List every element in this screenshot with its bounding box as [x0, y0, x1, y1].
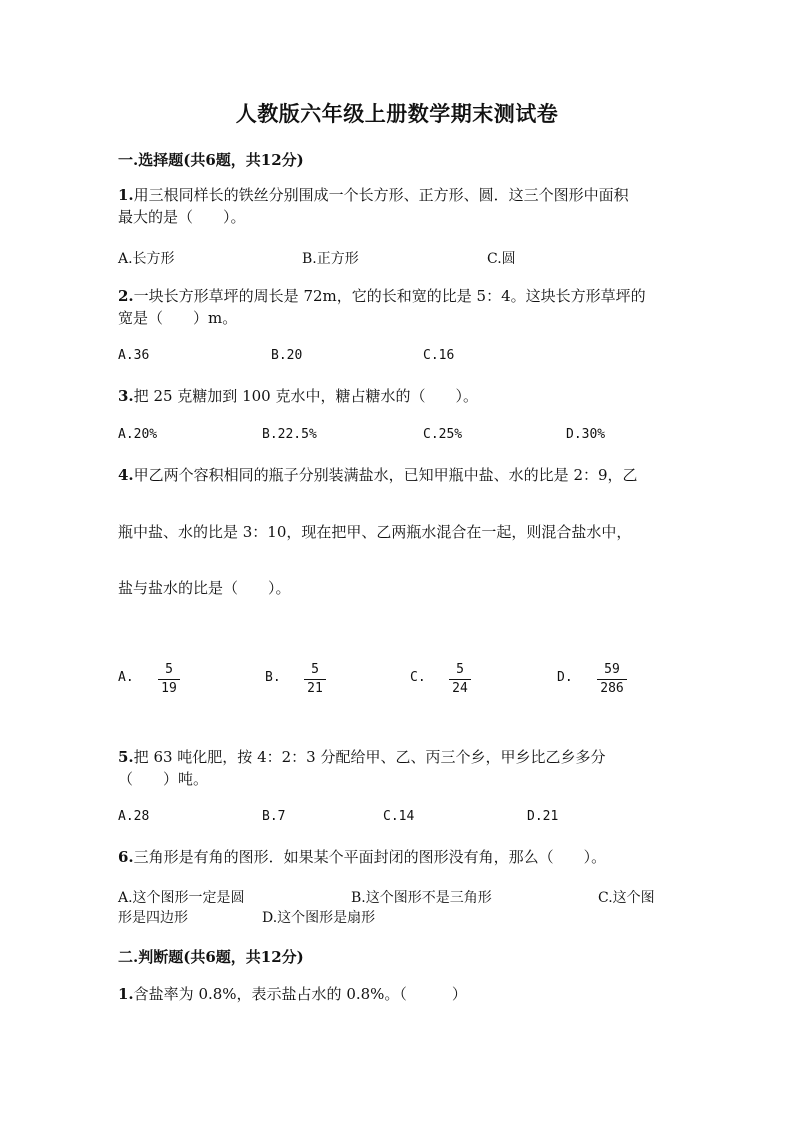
question-text: 三角形是有角的图形．如果某个平面封闭的图形没有角，那么（ ）。	[133, 848, 607, 866]
fraction-denominator: 19	[161, 681, 177, 696]
option-a: A.这个图形一定是圆	[118, 890, 245, 906]
fraction-numerator: 5	[165, 662, 173, 677]
option-c-fraction	[449, 662, 471, 697]
question-5-line-2: （ ）吨。	[118, 770, 209, 788]
question-1-line-1	[118, 184, 629, 206]
question-text: 用三根同样长的铁丝分别围成一个长方形、正方形、圆．这三个图形中面积	[133, 186, 629, 204]
question-6-line-1	[118, 846, 606, 868]
fraction-numerator: 5	[311, 662, 319, 677]
question-number: 5.	[118, 748, 134, 766]
fraction-denominator: 21	[307, 681, 323, 696]
option-d-fraction	[597, 662, 627, 697]
option-b-label: B.	[265, 670, 281, 685]
option-c-end: 形是四边形	[118, 910, 188, 926]
question-text: 把 25 克糖加到 100 克水中，糖占糖水的（ ）。	[133, 387, 478, 405]
option-a: A.20%	[118, 427, 158, 442]
question-text: 把 63 吨化肥，按 4：2：3 分配给甲、乙、丙三个乡，甲乡比乙乡多分	[133, 748, 606, 766]
option-a: A.长方形	[118, 251, 175, 267]
option-b: B.22.5%	[262, 427, 317, 442]
option-c-label: C.	[410, 670, 426, 685]
fraction-bar	[597, 679, 627, 680]
question-1-line-2: 最大的是（ ）。	[118, 208, 246, 226]
option-c-start: C.这个图	[598, 890, 655, 906]
option-b: B.20	[271, 348, 303, 363]
question-number: 1.	[118, 186, 134, 204]
option-a-label: A.	[118, 670, 134, 685]
option-a: A.28	[118, 809, 150, 824]
question-number: 3.	[118, 387, 134, 405]
option-c: C.圆	[487, 251, 516, 267]
option-b-fraction	[304, 662, 326, 697]
fraction-denominator: 24	[452, 681, 468, 696]
option-b: B.7	[262, 809, 286, 824]
page-title: 人教版六年级上册数学期末测试卷	[235, 101, 559, 126]
question-4-line-3: 盐与盐水的比是（ ）。	[118, 579, 291, 597]
section-heading-choice: 一.选择题(共6题，共12分)	[118, 151, 304, 169]
option-d-label: D.	[557, 670, 573, 685]
fraction-denominator: 286	[600, 681, 624, 696]
fraction-numerator: 5	[456, 662, 464, 677]
fraction-bar	[449, 679, 471, 680]
fraction-bar	[304, 679, 326, 680]
question-2-line-2: 宽是（ ）m。	[118, 309, 238, 327]
option-c: C.14	[383, 809, 415, 824]
question-text: 一块长方形草坪的周长是 72m，它的长和宽的比是 5：4。这块长方形草坪的	[133, 287, 646, 305]
option-d: D.这个图形是扇形	[262, 910, 376, 926]
question-4-line-2: 瓶中盐、水的比是 3：10，现在把甲、乙两瓶水混合在一起，则混合盐水中，	[118, 523, 632, 541]
option-b: B.这个图形不是三角形	[351, 890, 492, 906]
option-b: B.正方形	[302, 251, 359, 267]
question-text: 含盐率为 0.8%，表示盐占水的 0.8%。（ ）	[133, 985, 467, 1003]
question-number: 1.	[118, 985, 134, 1003]
option-d: D.21	[527, 809, 559, 824]
option-a: A.36	[118, 348, 150, 363]
judgement-1-line-1	[118, 983, 467, 1005]
question-3-line-1	[118, 385, 478, 407]
question-2-line-1	[118, 285, 646, 307]
question-number: 6.	[118, 848, 134, 866]
question-text: 甲乙两个容积相同的瓶子分别装满盐水，已知甲瓶中盐、水的比是 2：9，乙	[133, 466, 638, 484]
fraction-bar	[158, 679, 180, 680]
question-number: 4.	[118, 466, 134, 484]
section-heading-judgement: 二.判断题(共6题，共12分)	[118, 948, 304, 966]
fraction-numerator: 59	[604, 662, 620, 677]
option-d: D.30%	[566, 427, 606, 442]
option-a-fraction	[158, 662, 180, 697]
question-4-line-1	[118, 464, 638, 486]
question-5-line-1	[118, 746, 605, 768]
option-c: C.25%	[423, 427, 463, 442]
question-number: 2.	[118, 287, 134, 305]
option-c: C.16	[423, 348, 455, 363]
